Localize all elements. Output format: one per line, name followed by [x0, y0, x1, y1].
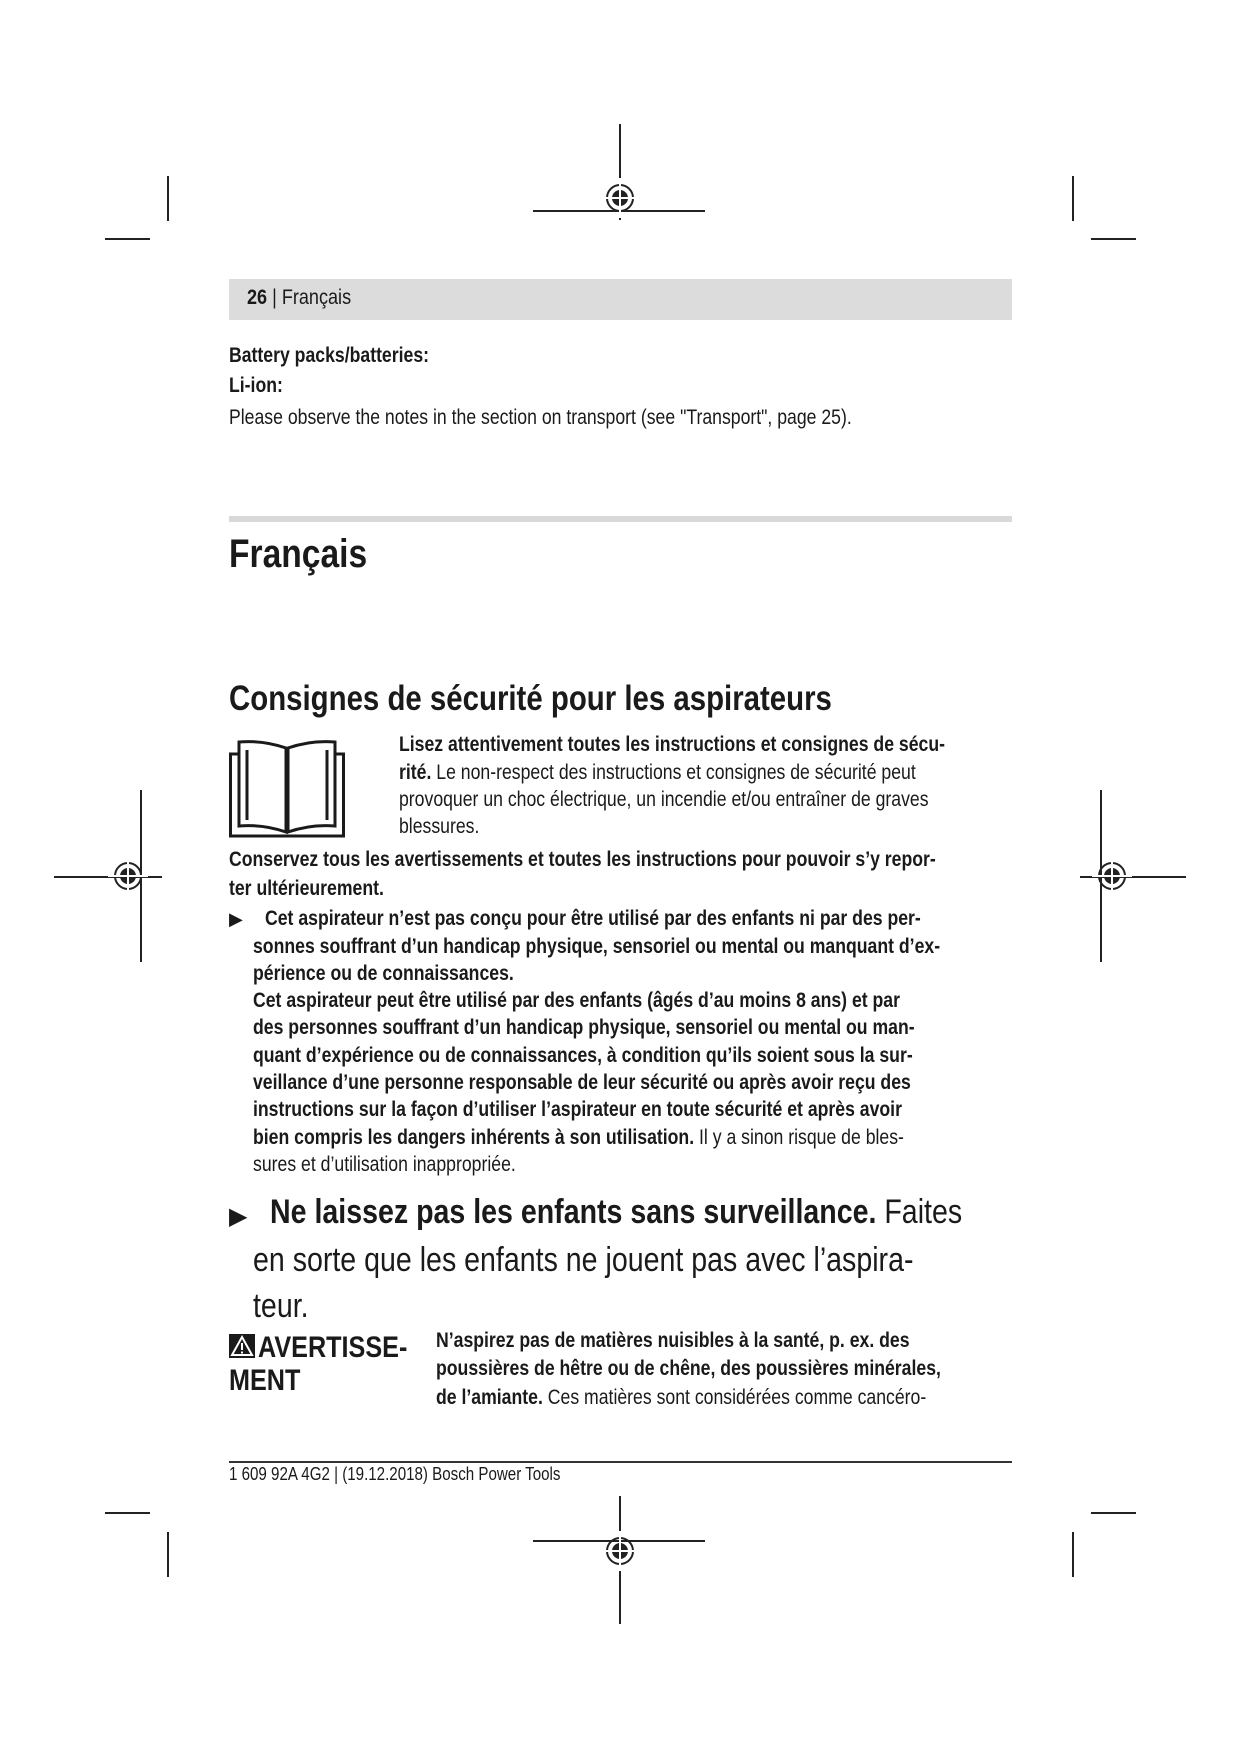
intro-line-4: blessures.: [399, 815, 480, 838]
transport-subheading: Li-ion:: [229, 374, 283, 397]
crop-mark: [105, 238, 150, 240]
crop-mark: [167, 176, 169, 221]
crop-mark: [1072, 1532, 1074, 1577]
bullet1-line-1: Cet aspirateur n’est pas conçu pour être utilisé par des enfants ni par des per-: [265, 907, 921, 930]
bullet1-line-7: veillance d’une personne responsable de leur sécurité ou après avoir reçu des: [253, 1071, 911, 1094]
bullet-arrow-icon: ▶: [229, 909, 243, 929]
bullet2-line-1-bold: Ne laissez pas les enfants sans surveillance.: [270, 1193, 877, 1231]
bullet1-line-3: périence ou de connaissances.: [253, 962, 514, 985]
bullet2-line-3: teur.: [253, 1287, 309, 1325]
bullet1-line-5: des personnes souffrant d’un handicap physique, sensoriel ou mental ou man-: [253, 1016, 915, 1039]
bullet1-line-10: sures et d’utilisation inappropriée.: [253, 1153, 516, 1176]
crop-mark: [1091, 1512, 1136, 1514]
crop-mark: [1091, 238, 1136, 240]
warning-line-3: [436, 1384, 926, 1411]
language-title: Français: [229, 532, 368, 576]
page-header: [247, 286, 351, 310]
bullet2-line-1: [270, 1189, 962, 1235]
registration-target-icon: [128, 876, 129, 877]
intro-line-3: provoquer un choc électrique, un incendie et/ou entraîner de graves: [399, 788, 929, 811]
header-separator: |: [272, 286, 277, 309]
crop-mark: [105, 1512, 150, 1514]
warning-line-2: poussières de hêtre ou de chêne, des poussières minérales,: [436, 1357, 941, 1380]
bullet2-line-1-rest: Faites: [876, 1193, 963, 1231]
crop-mark: [1072, 176, 1074, 221]
warning-line-3-bold: de l’amiante.: [436, 1386, 543, 1409]
bullet1-line-8: instructions sur la façon d’utiliser l’aspirateur en toute sécurité et après avoir: [253, 1098, 902, 1121]
bullet2-line-2: en sorte que les enfants ne jouent pas avec l’aspira-: [253, 1241, 914, 1279]
registration-target-icon: [1112, 876, 1113, 877]
intro-line-1: Lisez attentivement toutes les instructions et consignes de sécu-: [399, 733, 945, 756]
keep-line-2: ter ultérieurement.: [229, 877, 384, 900]
keep-line-1: Conservez tous les avertissements et toutes les instructions pour pouvoir s’y repor-: [229, 848, 936, 871]
footer-text: 1 609 92A 4G2 | (19.12.2018) Bosch Power Tools: [229, 1464, 561, 1484]
warning-icon: [229, 1334, 255, 1363]
read-manual-icon: [229, 738, 345, 843]
bullet1-line-4: Cet aspirateur peut être utilisé par des enfants (âgés d’au moins 8 ans) et par: [253, 989, 900, 1012]
bullet1-line-9: [253, 1124, 904, 1151]
warning-label-2: MENT: [229, 1364, 301, 1397]
page-number: 26: [247, 286, 268, 309]
bullet1-line-9-rest: Il y a sinon risque de bles-: [694, 1126, 904, 1149]
bullet1-line-2: sonnes souffrant d’un handicap physique, sensoriel ou mental ou manquant d’ex-: [253, 935, 941, 958]
warning-label-1: AVERTISSE-: [258, 1331, 408, 1364]
footer-rule: [229, 1461, 1012, 1463]
header-section: Français: [281, 286, 352, 309]
transport-note: Please observe the notes in the section on transport (see "Transport", page 25).: [229, 406, 852, 429]
safety-title: Consignes de sécurité pour les aspirateurs: [229, 679, 832, 718]
bullet1-line-6: quant d’expérience ou de connaissances, à condition qu’ils soient sous la sur-: [253, 1044, 913, 1067]
intro-line-2-bold: rité.: [399, 761, 432, 784]
bullet-arrow-icon: ▶: [229, 1203, 248, 1230]
crop-mark: [167, 1532, 169, 1577]
intro-line-2-rest: Le non-respect des instructions et consignes de sécurité peut: [431, 761, 916, 784]
warning-line-3-rest: Ces matières sont considérées comme cancéro-: [542, 1386, 927, 1409]
intro-line-2: [399, 759, 916, 786]
bullet1-line-9-bold: bien compris les dangers inhérents à son utilisation.: [253, 1126, 695, 1149]
registration-target-icon: [620, 198, 621, 199]
transport-heading: Battery packs/batteries:: [229, 344, 430, 367]
warning-line-1: N’aspirez pas de matières nuisibles à la santé, p. ex. des: [436, 1329, 910, 1352]
section-divider: [229, 516, 1012, 522]
registration-target-icon: [620, 1551, 621, 1552]
